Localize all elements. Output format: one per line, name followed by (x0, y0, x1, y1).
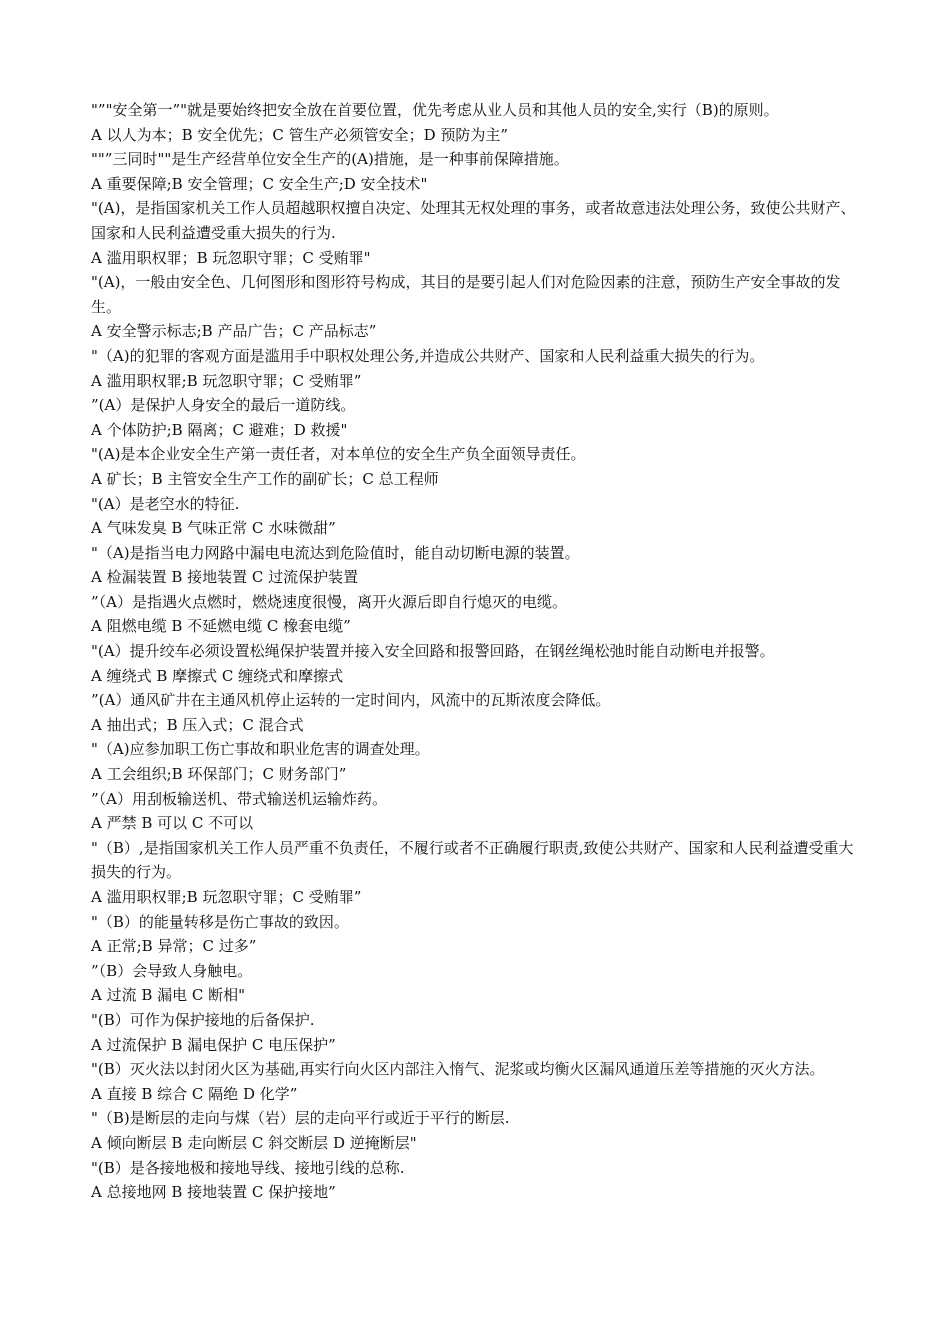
text-line: "（A)的犯罪的客观方面是滥用手中职权处理公务,并造成公共财产、国家和人民利益重大损失的行为。 (91, 346, 765, 365)
text-line: A 抽出式；B 压入式；C 混合式 (91, 715, 304, 734)
text-line: A 过流 B 漏电 C 断相" (91, 986, 246, 1005)
text-line: A 气味发臭 B 气味正常 C 水味微甜” (91, 519, 336, 538)
text-line: A 矿长；B 主管安全生产工作的副矿长；C 总工程师 (91, 469, 439, 488)
text-line: ”(A）是保护人身安全的最后一道防线。 (91, 396, 356, 415)
text-line: "(B）是各接地极和接地导线、接地引线的总称. (91, 1158, 405, 1177)
text-line: "(A)，一般由安全色、几何图形和图形符号构成，其目的是要引起人们对危险因素的注意，预防生产安全事故的发生。 (91, 273, 841, 316)
text-line: "（A)是指当电力网路中漏电电流达到危险值时，能自动切断电源的装置。 (91, 543, 580, 562)
text-line: A 滥用职权罪；B 玩忽职守罪；C 受贿罪" (91, 248, 371, 267)
text-line: A 检漏装置 B 接地装置 C 过流保护装置 (91, 568, 359, 587)
text-line: A 个体防护;B 隔离；C 避难；D 救援" (91, 420, 348, 439)
text-line: A 严禁 B 可以 C 不可以 (91, 814, 254, 833)
text-line: A 安全警示标志;B 产品广告；C 产品标志” (91, 322, 377, 341)
text-line: ""”三同时""是生产经营单位安全生产的(A)措施，是一种事前保障措施。 (91, 150, 569, 169)
text-line: ”（A）用刮板输送机、带式输送机运输炸药。 (91, 789, 388, 808)
text-line: A 滥用职权罪;B 玩忽职守罪；C 受贿罪” (91, 371, 362, 390)
text-line: A 重要保障;B 安全管理；C 安全生产;D 安全技术" (91, 174, 428, 193)
text-line: "(A)是本企业安全生产第一责任者，对本单位的安全生产负全面领导责任。 (91, 445, 586, 464)
text-line: "(A）提升绞车必须设置松绳保护装置并接入安全回路和报警回路，在钢丝绳松弛时能自动断电并报警。 (91, 642, 775, 661)
text-line: ”(A）通风矿井在主通风机停止运转的一定时间内，风流中的瓦斯浓度会降低。 (91, 691, 611, 710)
text-line: "”"安全第一”"就是要始终把安全放在首要位置，优先考虑从业人员和其他人员的安全,实行（B)的原则。 (91, 101, 779, 119)
text-line: A 过流保护 B 漏电保护 C 电压保护” (91, 1035, 336, 1054)
text-line: "(B）可作为保护接地的后备保护. (91, 1010, 315, 1029)
text-line: "(A)，是指国家机关工作人员超越职权擅自决定、处理其无权处理的事务，或者故意违法处理公务，致使公共财产、国家和人民利益遭受重大损失的行为. (91, 199, 856, 242)
text-line: "（B）,是指国家机关工作人员严重不负责任，不履行或者不正确履行职责,致使公共财产、国家和人民利益遭受重大损失的行为。 (91, 838, 854, 882)
text-line: A 阻燃电缆 B 不延燃电缆 C 橡套电缆” (91, 617, 351, 636)
text-line: A 工会组织;B 环保部门；C 财务部门” (91, 765, 347, 784)
text-line: "(A）是老空水的特征. (91, 494, 240, 513)
text-line: "（B)是断层的走向与煤（岩）层的走向平行或近于平行的断层. (91, 1109, 510, 1128)
text-line: "（A)应参加职工伤亡事故和职业危害的调查处理。 (91, 740, 430, 759)
text-line: "(B）灭火法以封闭火区为基础,再实行向火区内部注入惰气、泥浆或均衡火区漏风通道压差等措施的灭火方法。 (91, 1060, 825, 1079)
text-line: A 缠绕式 B 摩擦式 C 缠绕式和摩擦式 (91, 666, 344, 685)
text-line: ”（A）是指遇火点燃时，燃烧速度很慢，离开火源后即自行熄灭的电缆。 (91, 592, 568, 611)
text-line: A 正常;B 异常；C 过多” (91, 937, 257, 956)
text-line: A 直接 B 综合 C 隔绝 D 化学” (91, 1084, 298, 1103)
document-body (91, 98, 866, 1205)
text-line: A 倾向断层 B 走向断层 C 斜交断层 D 逆掩断层" (91, 1133, 417, 1152)
text-line: A 总接地网 B 接地装置 C 保护接地” (91, 1183, 336, 1202)
text-line: ”（B）会导致人身触电。 (91, 961, 253, 980)
text-line: "（B）的能量转移是伤亡事故的致因。 (91, 912, 349, 931)
text-line: A 滥用职权罪;B 玩忽职守罪；C 受贿罪” (91, 888, 362, 906)
text-line: A 以人为本；B 安全优先；C 管生产必须管安全；D 预防为主” (91, 125, 509, 144)
